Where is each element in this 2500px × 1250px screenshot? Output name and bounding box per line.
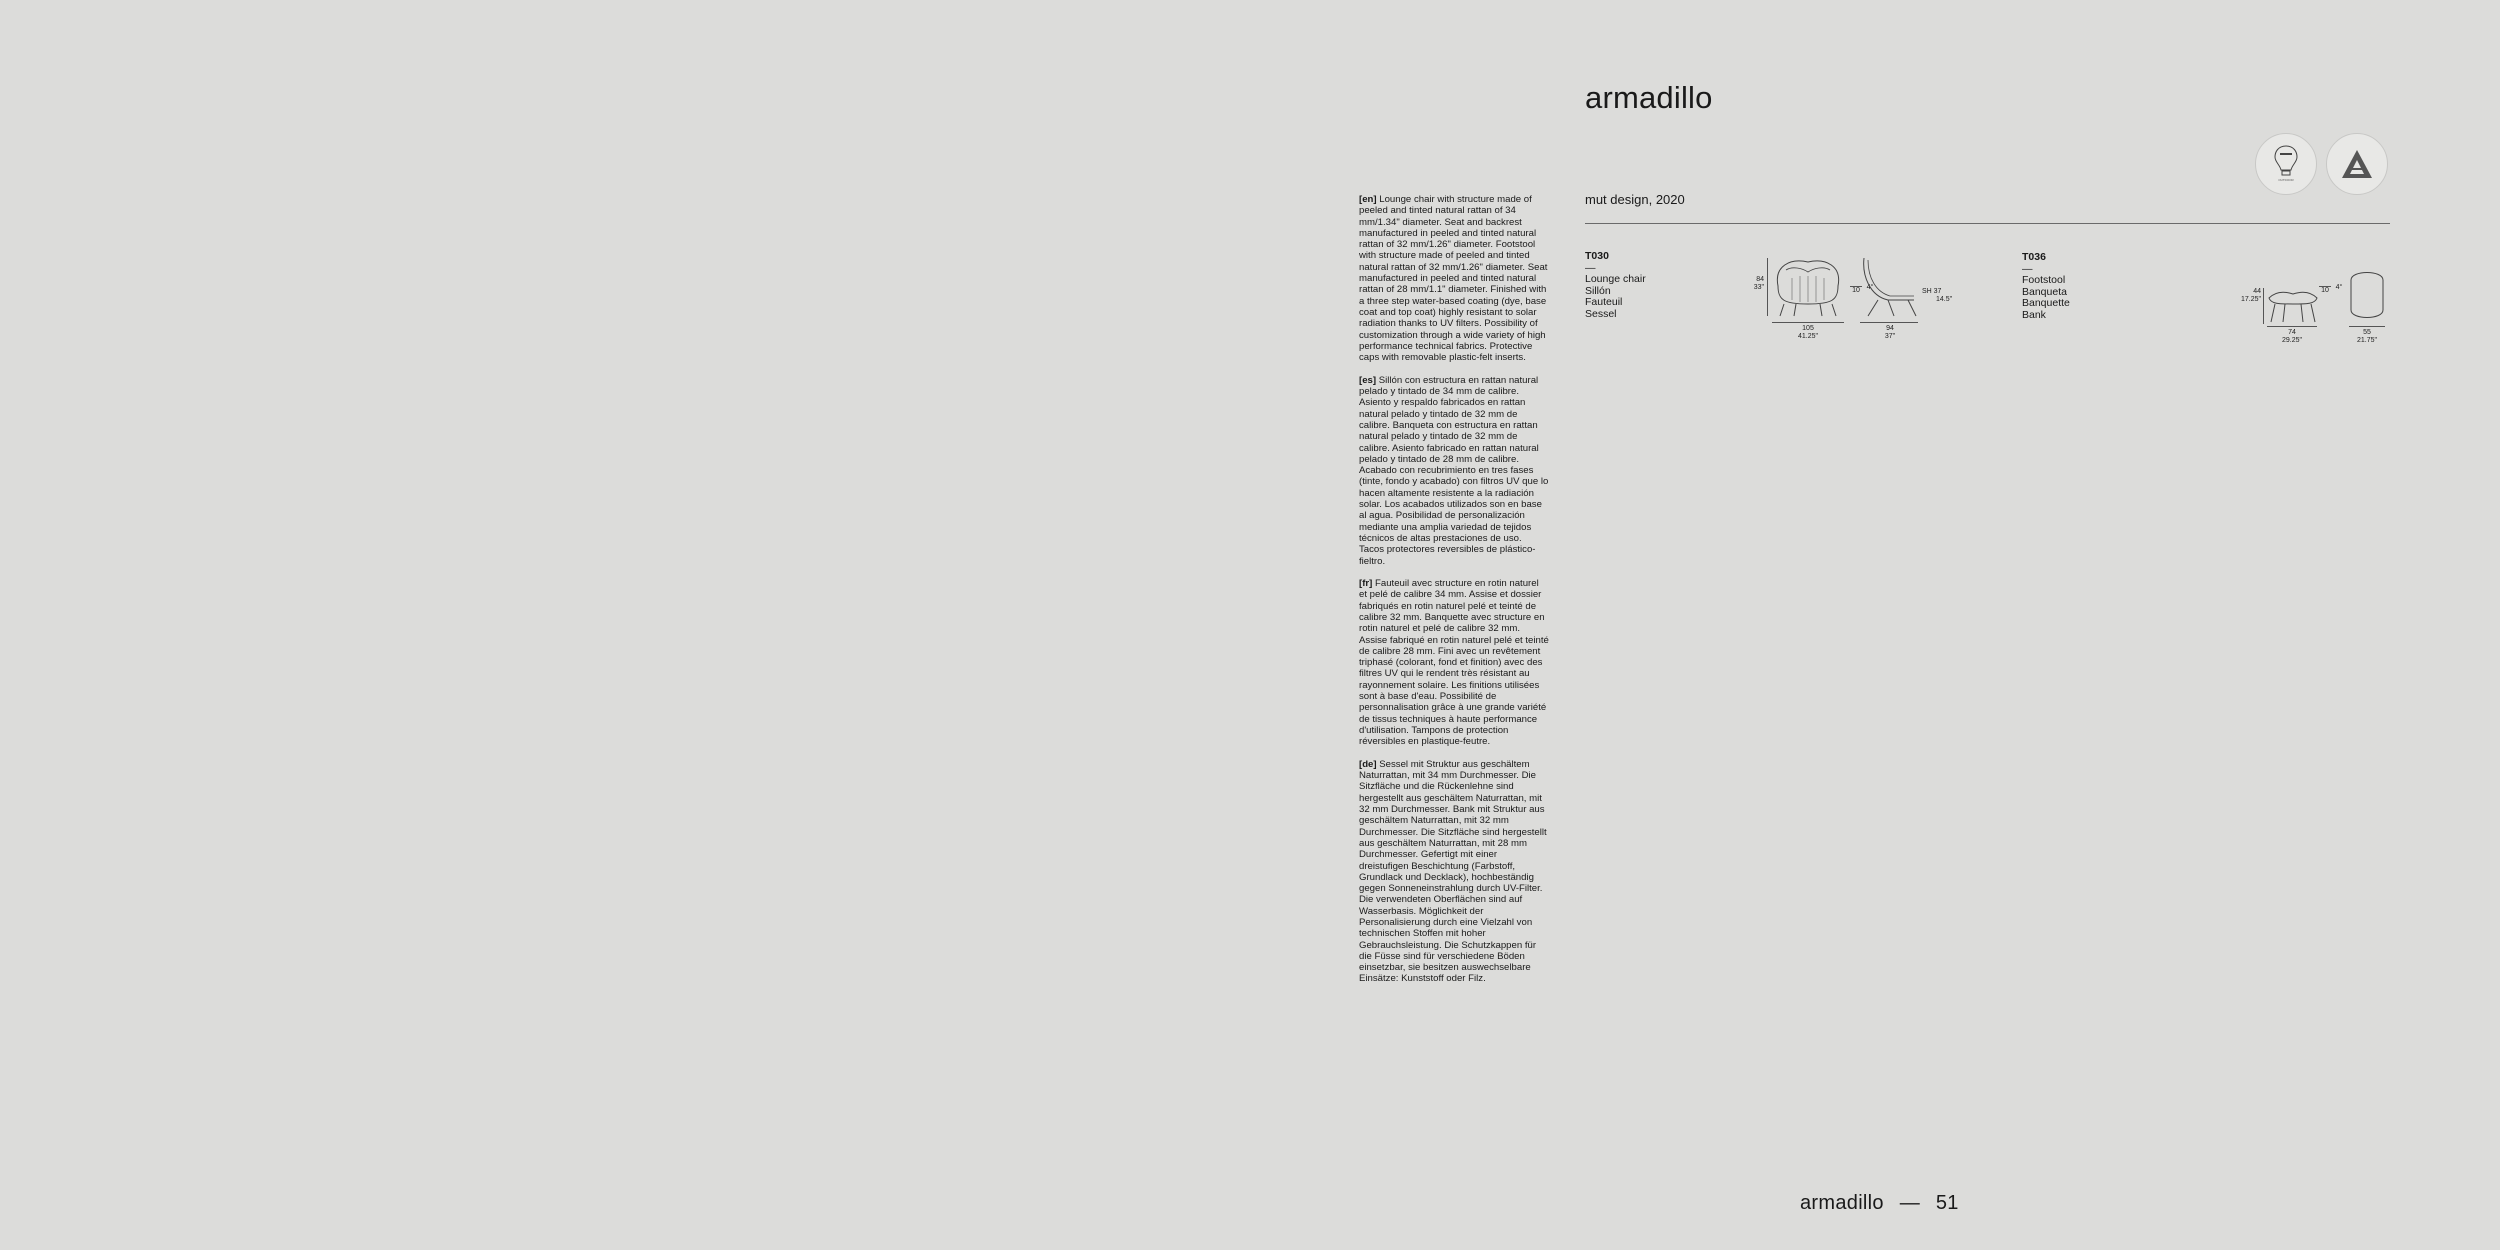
dim-value-in: 37" bbox=[1884, 332, 1896, 340]
dim-value: 44 bbox=[2253, 288, 2261, 295]
product-name-es: Banqueta bbox=[2022, 285, 2067, 298]
header-divider bbox=[1585, 223, 2390, 224]
dim-value: 74 bbox=[2288, 329, 2296, 336]
t036-width bbox=[2270, 329, 2314, 344]
designer-credit: mut design, 2020 bbox=[1585, 192, 1685, 207]
page-number: 51 bbox=[1935, 1192, 1959, 1214]
t030-width bbox=[1786, 325, 1830, 340]
t036-depth bbox=[2345, 329, 2389, 344]
lang-tag: [fr] bbox=[1359, 578, 1373, 590]
dim-value-in: 14.5" bbox=[1936, 295, 1953, 303]
product-name-en: Footstool bbox=[2022, 274, 2066, 286]
t036-drawings bbox=[2235, 262, 2395, 342]
dim-value-in: 17.25" bbox=[2240, 295, 2261, 303]
product-name-en: Lounge chair bbox=[1585, 273, 1646, 285]
product-t036 bbox=[2022, 252, 2070, 321]
product-name-fr: Fauteuil bbox=[1585, 296, 1623, 308]
t030-seat-height bbox=[1922, 288, 1960, 303]
dim-line bbox=[2263, 288, 2264, 324]
lang-tag: [en] bbox=[1359, 194, 1377, 205]
footer-title: armadillo bbox=[1800, 1192, 1884, 1214]
t030-height bbox=[1740, 276, 1764, 291]
description-en bbox=[1359, 194, 1549, 363]
product-t030 bbox=[1585, 251, 1646, 320]
dim-line bbox=[1767, 258, 1768, 316]
lang-tag: [es] bbox=[1359, 374, 1377, 386]
dim-value: 84 bbox=[1756, 276, 1764, 283]
product-name-de: Sessel bbox=[1585, 307, 1617, 320]
description-es bbox=[1359, 375, 1549, 567]
description-text: Sillón con estructura en rattan natural pelado y tintado de 34 mm de calibre. Asiento y respaldo fabricados en rattan natural pelado y tintado de 32 mm de calibre. Banqueta con estructura en rattan natural pelado y tintado de 32 mm de calibre. Asiento fabricado en rattan natural pelado y tintado de 28 mm de calibre. Acabado con recubrimiento en tres fases (tinte, fondo y acabado) con filtros UV que lo hacen altamente resistente a la radiación solar. Los acabados utilizados son en base al agua. Posibilidad de personalización mediante una amplia variedad de tejidos técnicos de altas prestaciones de uso. Tacos protectores reversibles de plástico-fieltro. bbox=[1359, 374, 1549, 567]
footstool-front-drawing bbox=[2267, 282, 2319, 326]
dim-value-in: 41.25" bbox=[1797, 332, 1818, 340]
description-text: Fauteuil avec structure en rotin naturel et pelé de calibre 34 mm. Assise et dossier fabriqués en rotin naturel pelé et teinté de calibre 32 mm. Banquette avec structure en rotin naturel et pelé de calibre 32 mm. Assise fabriqué en rotin naturel pelé et teinté de calibre 28 mm. Fini avec un revêtement triphasé (colorant, fond et finition) avec des filtres UV qui le rendent très résistant au rayonnement solaire. Les finitions utilisées sont à base d'eau. Possibilité de personnalisation grâce à une grande variété de tissus techniques à haute performance d'utilisation. Tampons de protection réversibles en plastique-feutre. bbox=[1359, 578, 1549, 748]
page-title: armadillo bbox=[1585, 80, 1713, 115]
dim-value-in: 21.75" bbox=[2356, 336, 2377, 344]
product-name-de: Bank bbox=[2022, 308, 2046, 321]
t030-drawings bbox=[1740, 252, 1960, 342]
t036-angle-1: 10 bbox=[2319, 286, 2331, 295]
bulb-certification-icon bbox=[2255, 133, 2317, 195]
dim-value-in: 29.25" bbox=[2281, 336, 2302, 344]
product-name-es: Sillón bbox=[1585, 284, 1611, 297]
dim-line bbox=[1860, 322, 1918, 323]
page-footer bbox=[1800, 1192, 1959, 1215]
dim-value: 94 bbox=[1886, 325, 1894, 332]
t030-angle-1: 10 bbox=[1850, 286, 1862, 295]
dim-value-in: 33" bbox=[1753, 283, 1764, 291]
product-dash: — bbox=[1585, 261, 1596, 274]
lang-tag: [de] bbox=[1359, 758, 1377, 770]
t030-depth bbox=[1868, 325, 1912, 340]
lounge-chair-front-drawing bbox=[1772, 256, 1844, 318]
certification-badges bbox=[2255, 133, 2388, 195]
t030-angle-2: 4° bbox=[1866, 284, 1874, 291]
dim-line bbox=[1772, 322, 1844, 323]
product-dash: — bbox=[2022, 262, 2033, 275]
product-code: T036 bbox=[2022, 251, 2046, 263]
t036-height bbox=[2235, 288, 2261, 303]
badge-label: OUTDOOR bbox=[2278, 178, 2294, 183]
dim-value: 105 bbox=[1802, 325, 1814, 332]
product-name-fr: Banquette bbox=[2022, 297, 2070, 309]
dim-value: SH 37 bbox=[1922, 288, 1942, 295]
description-de bbox=[1359, 759, 1549, 985]
description-text: Lounge chair with structure made of peeled and tinted natural rattan of 34 mm/1.34" diameter. Seat and backrest manufactured in peeled and tinted natural rattan of 32 mm/1.26" diameter. Footstool with structure made of peeled and tinted natural rattan of 32 mm/1.26" diameter. Seat manufactured in peeled and tinted natural rattan of 28 mm/1.1" diameter. Finished with a three step water-based coating (dye, base coat and top coat) highly resistant to solar radiation thanks to UV filters. Possibility of customization through a wide variety of high performance technical fabrics. Protective caps with removable plastic-felt inserts. bbox=[1359, 194, 1548, 364]
dim-line bbox=[2267, 326, 2317, 327]
product-code: T030 bbox=[1585, 250, 1609, 262]
triangle-certification-icon bbox=[2326, 133, 2388, 195]
description-column bbox=[1359, 194, 1549, 996]
description-text: Sessel mit Struktur aus geschältem Naturrattan, mit 34 mm Durchmesser. Die Sitzfläche und die Rückenlehne sind hergestellt aus geschältem Naturrattan, mit 32 mm Durchmesser. Bank mit Struktur aus geschältem Naturrattan, mit 32 mm Durchmesser. Die Sitzfläche sind hergestellt aus geschältem Naturrattan, mit 28 mm Durchmesser. Gefertigt mit einer dreistufigen Beschichtung (Farbstoff, Grundlack und Decklack), hochbeständig gegen Sonneneinstrahlung durch UV-Filter. Die verwendeten Oberflächen sind auf Wasserbasis. Möglichkeit der Personalisierung durch eine Vielzahl von technischen Stoffen mit hoher Gebrauchsleistung. Die Schutzkappen für die Füsse sind für verschiedene Böden einsetzbar, sie besitzen auswechselbare Einsätze: Kunststoff oder Filz. bbox=[1359, 758, 1547, 985]
t036-angle-2: 4° bbox=[2335, 284, 2343, 291]
lounge-chair-side-drawing bbox=[1858, 256, 1920, 318]
dim-line bbox=[2349, 326, 2385, 327]
dim-value: 55 bbox=[2363, 329, 2371, 336]
footstool-top-drawing bbox=[2347, 266, 2387, 324]
description-fr bbox=[1359, 578, 1549, 747]
footer-separator: — bbox=[1899, 1192, 1921, 1214]
